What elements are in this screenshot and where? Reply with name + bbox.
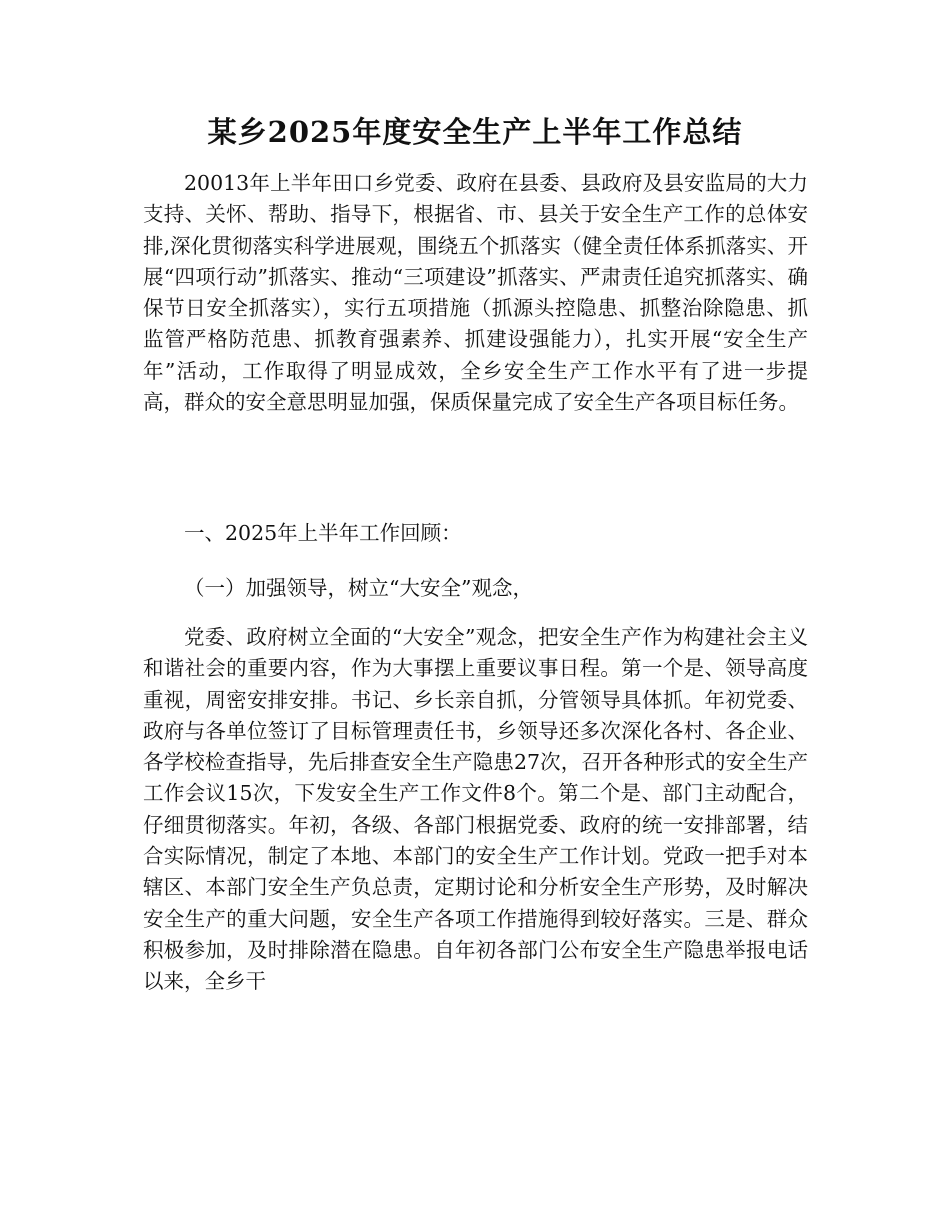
document-title: 某乡2025年度安全生产上半年工作总结 xyxy=(207,115,743,149)
subsection-heading: （一）加强领导，树立“大安全”观念， xyxy=(184,576,533,600)
intro-paragraph: 20013年上半年田口乡党委、政府在县委、县政府及县安监局的大力支持、关怀、帮助、指导下，根据省、市、县关于安全生产工作的总体安排,深化贯彻落实科学进展观，围绕五个抓落实（健全责任体系抓落实、开展“四项行动”抓落实、推动“三项建设”抓落实、严肃责任追究抓落实、确保节日安全抓落实），实行五项措施（抓源头控隐患、抓整治除隐患、抓监管严格防范患、抓教育强素养、抓建设强能力），扎实开展“安全生产年”活动，工作取得了明显成效，全乡安全生产工作水平有了进一步提高，群众的安全意思明显加强，保质保量完成了安全生产各项目标任务。 xyxy=(143,171,808,415)
section-heading: 一、2025年上半年工作回顾： xyxy=(184,521,462,545)
body-paragraph: 党委、政府树立全面的“大安全”观念，把安全生产作为构建社会主义和谐社会的重要内容，作为大事摆上重要议事日程。第一个是、领导高度重视，周密安排安排。书记、乡长亲自抓，分管领导具体抓。年初党委、政府与各单位签订了目标管理责任书，乡领导还多次深化各村、各企业、各学校检查指导，先后排查安全生产隐患27次，召开各种形式的安全生产工作会议15次，下发安全生产工作文件8个。第二个是、部门主动配合，仔细贯彻落实。年初，各级、各部门根据党委、政府的统一安排部署，结合实际情况，制定了本地、本部门的安全生产工作计划。党政一把手对本辖区、本部门安全生产负总责，定期讨论和分析安全生产形势，及时解决安全生产的重大问题，安全生产各项工作措施得到较好落实。三是、群众积极参加，及时排除潜在隐患。自年初各部门公布安全生产隐患举报电话以来，全乡干 xyxy=(143,625,808,994)
